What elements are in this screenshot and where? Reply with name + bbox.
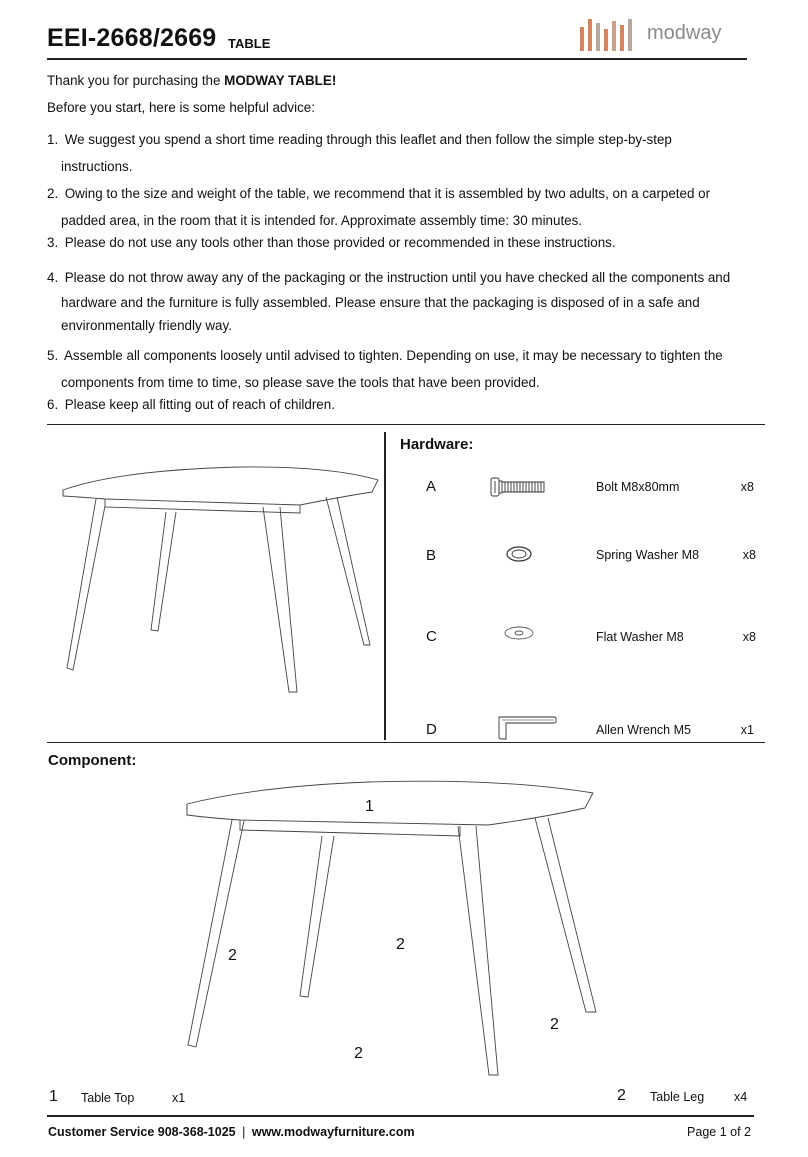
footer-separator: | [242, 1125, 246, 1139]
hardware-name-c: Flat Washer M8 [596, 630, 684, 644]
legend-name-2: Table Leg [650, 1090, 705, 1104]
hardware-qty-c: x8 [742, 630, 756, 644]
advice-intro: Before you start, here is some helpful advice: [47, 100, 315, 115]
hardware-letter-c: C [426, 628, 437, 645]
product-name: MODWAY TABLE [224, 73, 332, 88]
customer-service: Customer Service 908-368-1025 [48, 1125, 236, 1139]
advice-item-5: 5. Assemble all components loosely until advised to tighten. Depending on use, it may be necessary to tighten the components from time to time, so please save the tools that have been provided. [47, 348, 723, 390]
header-rule [47, 58, 747, 60]
section-rule-bottom [47, 742, 765, 743]
footer-contact [48, 1125, 415, 1139]
label-leg-back-right: 2 [550, 1016, 559, 1033]
bolt-icon [488, 475, 558, 499]
legend-qty-2: x4 [734, 1090, 748, 1104]
advice-item-1: 1. We suggest you spend a short time reading through this leaflet and then follow the simple step-by-step instructions. [47, 132, 672, 174]
legend-num-2: 2 [617, 1087, 626, 1104]
hardware-name-b: Spring Washer M8 [596, 548, 700, 562]
hardware-qty-d: x1 [740, 723, 754, 737]
legend-qty-1: x1 [172, 1091, 186, 1105]
spring-washer-icon [504, 544, 534, 564]
hardware-name-a: Bolt M8x80mm [596, 480, 680, 494]
model-number: EEI-2668/2669 [47, 24, 217, 52]
label-table-top: 1 [365, 798, 374, 815]
section-rule-top [47, 424, 765, 425]
advice-item-3: 3. Please do not use any tools other than those provided or recommended in these instructions. [47, 235, 616, 250]
hardware-name-d: Allen Wrench M5 [596, 723, 691, 737]
footer-rule [47, 1115, 754, 1117]
website-link: www.modwayfurniture.com [251, 1125, 415, 1139]
product-type: TABLE [228, 36, 271, 51]
hardware-letter-b: B [426, 547, 437, 564]
hardware-title: Hardware: [400, 436, 474, 453]
brand-logo [578, 17, 728, 57]
hardware-qty-a: x8 [740, 480, 754, 494]
advice-item-4: 4. Please do not throw away any of the packaging or the instruction until you have checked all the components and hardware and the furniture is fully assembled. Please ensure that the packaging is disposed of in a safe and environmentally friendly way. [47, 270, 731, 333]
hardware-letter-d: D [426, 721, 437, 738]
component-title: Component: [48, 752, 137, 769]
hardware-qty-b: x8 [742, 548, 756, 562]
advice-item-6: 6. Please keep all fitting out of reach of children. [47, 397, 335, 412]
advice-item-2: 2. Owing to the size and weight of the table, we recommend that it is assembled by two adults, on a carpeted or padded area, in the room that it is intended for. Approximate assembly time: 30 minutes. [47, 186, 711, 228]
legend-name-1: Table Top [81, 1091, 135, 1105]
page-number: Page 1 of 2 [687, 1125, 751, 1139]
hardware-letter-a: A [426, 478, 437, 495]
label-leg-front-right: 2 [354, 1045, 363, 1062]
allen-wrench-icon [494, 713, 560, 741]
thanks-line: Thank you for purchasing the MODWAY TABLE! [47, 73, 337, 88]
legend-num-1: 1 [49, 1088, 58, 1105]
section-divider-vertical [384, 432, 386, 740]
label-leg-back-left: 2 [396, 936, 405, 953]
label-leg-front-left: 2 [228, 947, 237, 964]
flat-washer-icon [502, 623, 536, 643]
brand-name: modway [647, 22, 722, 44]
